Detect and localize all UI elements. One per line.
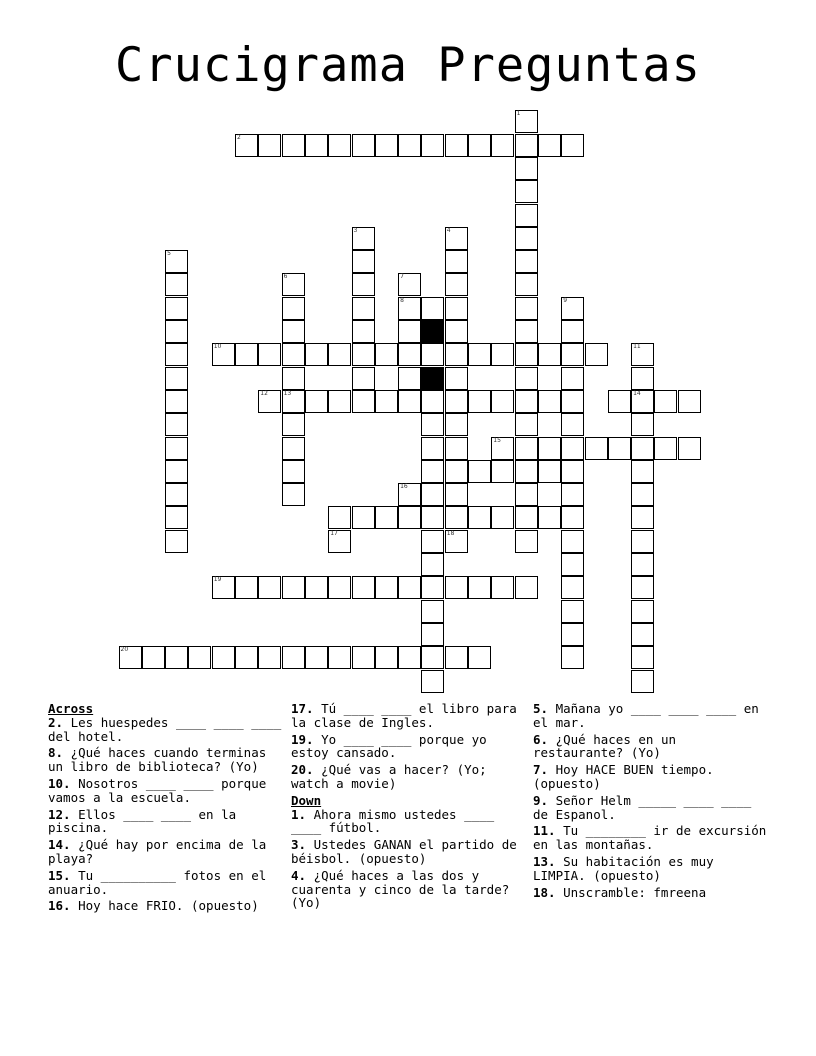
- grid-cell[interactable]: [165, 413, 188, 436]
- grid-cell[interactable]: [561, 134, 584, 157]
- grid-cell[interactable]: [491, 343, 514, 366]
- grid-cell[interactable]: [445, 250, 468, 273]
- grid-cell[interactable]: [421, 297, 444, 320]
- grid-cell[interactable]: [561, 553, 584, 576]
- clue-number: 16: [400, 483, 408, 491]
- grid-cell[interactable]: [398, 320, 421, 343]
- grid-cell[interactable]: [654, 390, 677, 413]
- clue: [533, 794, 768, 822]
- grid-cell[interactable]: [398, 273, 421, 296]
- grid-cell[interactable]: [282, 273, 305, 296]
- clue: [291, 808, 526, 836]
- grid-cell[interactable]: [165, 250, 188, 273]
- clue-text: Nosotros ____ ____ porque vamos a la escuela.: [48, 775, 267, 805]
- clue-number-label: 15.: [48, 867, 71, 883]
- grid-cell[interactable]: [398, 390, 421, 413]
- grid-cell[interactable]: [421, 367, 444, 390]
- clue: [533, 702, 768, 730]
- grid-cell[interactable]: [561, 343, 584, 366]
- clue-number-label: 6.: [533, 731, 549, 747]
- clue-number-label: 20.: [291, 762, 314, 778]
- grid-cell[interactable]: [631, 413, 654, 436]
- grid-cell[interactable]: [352, 320, 375, 343]
- clue-number-label: 16.: [48, 898, 71, 914]
- clue-number-label: 9.: [533, 792, 549, 808]
- grid-cell[interactable]: [445, 506, 468, 529]
- grid-cell[interactable]: [561, 483, 584, 506]
- clue-number-label: 2.: [48, 714, 64, 730]
- grid-cell[interactable]: [421, 460, 444, 483]
- grid-cell[interactable]: [305, 646, 328, 669]
- grid-cell[interactable]: [165, 646, 188, 669]
- grid-cell[interactable]: [515, 506, 538, 529]
- clue: [291, 733, 526, 761]
- clue-text: Ellos ____ ____ en la piscina.: [48, 806, 237, 836]
- grid-cell[interactable]: [165, 483, 188, 506]
- clue-number-label: 18.: [533, 884, 556, 900]
- grid-cell[interactable]: [258, 390, 281, 413]
- grid-cell[interactable]: [631, 600, 654, 623]
- grid-cell[interactable]: [468, 134, 491, 157]
- grid-cell[interactable]: [398, 483, 421, 506]
- clue: [533, 763, 768, 791]
- grid-cell[interactable]: [212, 343, 235, 366]
- grid-cell[interactable]: [352, 367, 375, 390]
- grid-cell[interactable]: [421, 134, 444, 157]
- clue: [48, 899, 283, 913]
- grid-cell[interactable]: [165, 273, 188, 296]
- grid-cell[interactable]: [398, 367, 421, 390]
- clue-number-label: 14.: [48, 837, 71, 853]
- grid-cell[interactable]: [352, 273, 375, 296]
- clue: [48, 838, 283, 866]
- clue-number-label: 1.: [291, 806, 307, 822]
- grid-cell[interactable]: [631, 343, 654, 366]
- grid-cell[interactable]: [445, 134, 468, 157]
- grid-cell[interactable]: [421, 413, 444, 436]
- grid-cell[interactable]: [305, 134, 328, 157]
- grid-cell[interactable]: [631, 483, 654, 506]
- grid-cell[interactable]: [631, 367, 654, 390]
- clue: [291, 702, 526, 730]
- clue-text: Tu ________ ir de excursión en las montañas.: [533, 823, 767, 853]
- clue-number-label: 3.: [291, 837, 307, 853]
- grid-cell[interactable]: [188, 646, 211, 669]
- clue: [533, 886, 768, 900]
- clue-text: ¿Qué haces cuando terminas un libro de biblioteca? (Yo): [48, 745, 267, 775]
- clue: [533, 855, 768, 883]
- grid-cell[interactable]: [375, 390, 398, 413]
- grid-cell[interactable]: [445, 297, 468, 320]
- clue: [48, 777, 283, 805]
- page-title: Crucigrama Preguntas: [115, 38, 701, 93]
- grid-cell[interactable]: [375, 343, 398, 366]
- clue-number-label: 17.: [291, 701, 314, 716]
- grid-cell[interactable]: [421, 506, 444, 529]
- grid-cell[interactable]: [468, 506, 491, 529]
- grid-cell[interactable]: [282, 483, 305, 506]
- clue-text: Señor Helm _____ ____ ____ de Espanol.: [533, 792, 752, 822]
- clue-number: 20: [120, 646, 129, 654]
- grid-cell[interactable]: [421, 623, 444, 646]
- grid-cell[interactable]: [491, 134, 514, 157]
- grid-cell[interactable]: [352, 250, 375, 273]
- grid-cell[interactable]: [515, 227, 538, 250]
- grid-cell[interactable]: [515, 460, 538, 483]
- grid-cell[interactable]: [515, 413, 538, 436]
- grid-cell[interactable]: [421, 437, 444, 460]
- grid-cell[interactable]: [421, 483, 444, 506]
- clue-number-label: 8.: [48, 745, 64, 761]
- grid-cell[interactable]: [352, 297, 375, 320]
- grid-cell[interactable]: [631, 553, 654, 576]
- grid-cell[interactable]: [585, 437, 608, 460]
- clue-number: 3: [353, 226, 358, 234]
- grid-cell[interactable]: [421, 390, 444, 413]
- clues-column-3: [533, 702, 768, 902]
- grid-cell[interactable]: [305, 343, 328, 366]
- grid-cell[interactable]: [515, 367, 538, 390]
- grid-cell[interactable]: [515, 157, 538, 180]
- grid-cell[interactable]: [631, 670, 654, 693]
- clue-number: 6: [283, 273, 288, 281]
- grid-cell[interactable]: [282, 343, 305, 366]
- clue-number: 18: [446, 529, 455, 537]
- grid-cell[interactable]: [282, 297, 305, 320]
- grid-cell[interactable]: [445, 483, 468, 506]
- grid-cell[interactable]: [468, 646, 491, 669]
- clue-number: 2: [237, 133, 241, 141]
- grid-cell[interactable]: [375, 576, 398, 599]
- clue-number: 17: [330, 529, 338, 537]
- clue-number: 7: [400, 273, 404, 281]
- grid-cell[interactable]: [258, 646, 281, 669]
- grid-cell[interactable]: [352, 506, 375, 529]
- grid-cell[interactable]: [631, 576, 654, 599]
- grid-cell[interactable]: [165, 297, 188, 320]
- clue-number-label: 19.: [291, 731, 314, 747]
- clue-text: ¿Qué hay por encima de la playa?: [48, 837, 267, 866]
- grid-cell[interactable]: [352, 343, 375, 366]
- grid-cell[interactable]: [445, 343, 468, 366]
- clue-number: 14: [633, 389, 641, 397]
- grid-cell[interactable]: [165, 530, 188, 553]
- grid-cell[interactable]: [305, 576, 328, 599]
- grid-cell[interactable]: [468, 343, 491, 366]
- grid-cell[interactable]: [515, 437, 538, 460]
- grid-cell[interactable]: [165, 460, 188, 483]
- clue: [291, 838, 526, 866]
- clues-column-2: [291, 702, 526, 913]
- grid-cell[interactable]: [352, 134, 375, 157]
- grid-cell[interactable]: [515, 576, 538, 599]
- grid-cell[interactable]: [445, 390, 468, 413]
- grid-cell[interactable]: [445, 227, 468, 250]
- grid-cell[interactable]: [515, 273, 538, 296]
- clue-text: Yo ____ ____ porque yo estoy cansado.: [291, 731, 487, 761]
- grid-cell[interactable]: [561, 320, 584, 343]
- clue: [533, 733, 768, 761]
- grid-cell[interactable]: [585, 343, 608, 366]
- grid-cell[interactable]: [282, 437, 305, 460]
- clue-text: Unscramble: fmreena: [555, 884, 707, 900]
- grid-cell[interactable]: [398, 297, 421, 320]
- clue-number-label: 12.: [48, 806, 71, 822]
- grid-cell[interactable]: [352, 646, 375, 669]
- grid-cell[interactable]: [445, 530, 468, 553]
- grid-cell[interactable]: [282, 134, 305, 157]
- grid-cell[interactable]: [631, 506, 654, 529]
- grid-cell[interactable]: [235, 343, 258, 366]
- grid-cell[interactable]: [515, 390, 538, 413]
- grid-cell[interactable]: [421, 576, 444, 599]
- grid-cell[interactable]: [352, 227, 375, 250]
- grid-cell[interactable]: [165, 367, 188, 390]
- grid-cell[interactable]: [515, 250, 538, 273]
- grid-cell[interactable]: [491, 506, 514, 529]
- grid-cell[interactable]: [515, 180, 538, 203]
- grid-cell[interactable]: [165, 343, 188, 366]
- grid-cell[interactable]: [165, 320, 188, 343]
- clue-number: 5: [167, 250, 171, 258]
- clue-text: ¿Qué vas a hacer? (Yo; watch a movie): [291, 762, 487, 791]
- grid-cell[interactable]: [258, 134, 281, 157]
- grid-cell[interactable]: [421, 670, 444, 693]
- clue: [48, 869, 283, 897]
- grid-cell[interactable]: [445, 646, 468, 669]
- grid-cell[interactable]: [328, 646, 351, 669]
- clue-number: 13: [283, 389, 292, 397]
- grid-cell[interactable]: [282, 367, 305, 390]
- clue: [291, 869, 526, 910]
- grid-cell[interactable]: [445, 437, 468, 460]
- grid-cell[interactable]: [328, 390, 351, 413]
- clue-number: 10: [213, 343, 222, 351]
- clue-number-label: 10.: [48, 775, 71, 791]
- grid-cell[interactable]: [515, 134, 538, 157]
- grid-cell[interactable]: [515, 343, 538, 366]
- clue: [48, 746, 283, 774]
- grid-cell[interactable]: [235, 134, 258, 157]
- grid-cell[interactable]: [165, 437, 188, 460]
- grid-cell[interactable]: [515, 530, 538, 553]
- grid-cell[interactable]: [352, 576, 375, 599]
- grid-cell[interactable]: [282, 646, 305, 669]
- grid-cell[interactable]: [631, 623, 654, 646]
- section-heading: Down: [291, 792, 322, 808]
- clue-number-label: 13.: [533, 853, 556, 869]
- grid-cell[interactable]: [491, 437, 514, 460]
- grid-cell[interactable]: [352, 390, 375, 413]
- clue-text: Mañana yo ____ ____ ____ en el mar.: [533, 701, 759, 730]
- grid-cell[interactable]: [561, 413, 584, 436]
- grid-cell[interactable]: [421, 343, 444, 366]
- grid-cell[interactable]: [515, 110, 538, 133]
- black-square: [421, 320, 444, 343]
- grid-cell[interactable]: [445, 320, 468, 343]
- grid-cell[interactable]: [608, 390, 631, 413]
- grid-cell[interactable]: [561, 506, 584, 529]
- clue-text: Hoy hace FRIO. (opuesto): [70, 898, 259, 914]
- clue-number-label: 4.: [291, 867, 307, 883]
- grid-cell[interactable]: [165, 390, 188, 413]
- section-heading: Across: [48, 701, 94, 716]
- grid-cell[interactable]: [328, 506, 351, 529]
- grid-cell[interactable]: [561, 530, 584, 553]
- grid-cell[interactable]: [165, 506, 188, 529]
- grid-cell[interactable]: [491, 576, 514, 599]
- grid-cell[interactable]: [515, 204, 538, 227]
- grid-cell[interactable]: [468, 390, 491, 413]
- grid-cell[interactable]: [468, 460, 491, 483]
- grid-cell[interactable]: [375, 646, 398, 669]
- grid-cell[interactable]: [515, 297, 538, 320]
- grid-cell[interactable]: [538, 343, 561, 366]
- grid-cell[interactable]: [421, 553, 444, 576]
- grid-cell[interactable]: [631, 390, 654, 413]
- clue-number: 11: [633, 343, 641, 351]
- clues-column-1: [48, 702, 283, 916]
- grid-cell[interactable]: [654, 437, 677, 460]
- clue-number: 19: [213, 576, 222, 584]
- grid-cell[interactable]: [468, 576, 491, 599]
- grid-cell[interactable]: [631, 646, 654, 669]
- grid-cell[interactable]: [631, 460, 654, 483]
- grid-cell[interactable]: [561, 623, 584, 646]
- grid-cell[interactable]: [282, 413, 305, 436]
- grid-cell[interactable]: [421, 530, 444, 553]
- grid-cell[interactable]: [631, 530, 654, 553]
- grid-cell[interactable]: [375, 134, 398, 157]
- clue-number-label: 7.: [533, 762, 549, 778]
- grid-cell[interactable]: [328, 530, 351, 553]
- grid-cell[interactable]: [398, 343, 421, 366]
- grid-cell[interactable]: [328, 134, 351, 157]
- grid-cell[interactable]: [328, 343, 351, 366]
- clue-text: Tú ____ ____ el libro para la clase de Ingles.: [291, 701, 517, 730]
- grid-cell[interactable]: [258, 576, 281, 599]
- grid-cell[interactable]: [538, 460, 561, 483]
- grid-cell[interactable]: [421, 646, 444, 669]
- grid-cell[interactable]: [491, 390, 514, 413]
- grid-cell[interactable]: [538, 437, 561, 460]
- grid-cell[interactable]: [398, 576, 421, 599]
- grid-cell[interactable]: [235, 576, 258, 599]
- grid-cell[interactable]: [561, 460, 584, 483]
- grid-cell[interactable]: [678, 390, 701, 413]
- clue-text: Su habitación es muy LIMPIA. (opuesto): [533, 853, 714, 883]
- clue-number: 15: [493, 436, 501, 444]
- clue-text: Les huespedes ____ ____ ____ del hotel.: [48, 714, 282, 744]
- grid-cell[interactable]: [678, 437, 701, 460]
- grid-cell[interactable]: [305, 390, 328, 413]
- clue-number: 12: [260, 389, 268, 397]
- clue-text: ¿Qué haces a las dos y cuarenta y cinco de la tarde? (Yo): [291, 867, 510, 911]
- clue-text: ¿Qué haces en un restaurante? (Yo): [533, 731, 676, 761]
- clue-text: Hoy HACE BUEN tiempo. (opuesto): [533, 762, 714, 791]
- grid-cell[interactable]: [561, 297, 584, 320]
- grid-cell[interactable]: [235, 646, 258, 669]
- grid-cell[interactable]: [142, 646, 165, 669]
- grid-cell[interactable]: [561, 600, 584, 623]
- grid-cell[interactable]: [282, 320, 305, 343]
- grid-cell[interactable]: [212, 646, 235, 669]
- clue: [291, 763, 526, 791]
- grid-cell[interactable]: [491, 460, 514, 483]
- grid-cell[interactable]: [282, 576, 305, 599]
- grid-cell[interactable]: [398, 506, 421, 529]
- clue-number: 4: [446, 226, 451, 234]
- grid-cell[interactable]: [538, 134, 561, 157]
- grid-cell[interactable]: [328, 576, 351, 599]
- grid-cell[interactable]: [445, 367, 468, 390]
- grid-cell[interactable]: [212, 576, 235, 599]
- grid-cell[interactable]: [375, 506, 398, 529]
- clue-number-label: 5.: [533, 701, 549, 716]
- grid-cell[interactable]: [561, 390, 584, 413]
- grid-cell[interactable]: [561, 646, 584, 669]
- grid-cell[interactable]: [445, 460, 468, 483]
- clue-number: 1: [516, 110, 521, 118]
- clue-number: 8: [400, 296, 404, 304]
- grid-cell[interactable]: [631, 437, 654, 460]
- clue-number-label: 11.: [533, 823, 556, 839]
- grid-cell[interactable]: [398, 134, 421, 157]
- grid-cell[interactable]: [538, 506, 561, 529]
- clue: [48, 716, 283, 744]
- grid-cell[interactable]: [445, 273, 468, 296]
- grid-cell[interactable]: [515, 320, 538, 343]
- grid-cell[interactable]: [515, 483, 538, 506]
- clue: [533, 824, 768, 852]
- grid-cell[interactable]: [398, 646, 421, 669]
- grid-cell[interactable]: [561, 576, 584, 599]
- grid-cell[interactable]: [282, 460, 305, 483]
- clue-text: Ustedes GANAN el partido de béisbol. (opuesto): [291, 837, 517, 866]
- clue: [48, 808, 283, 836]
- grid-cell[interactable]: [561, 367, 584, 390]
- grid-cell[interactable]: [445, 576, 468, 599]
- grid-cell[interactable]: [421, 600, 444, 623]
- clue-number: 9: [563, 296, 568, 304]
- grid-cell[interactable]: [445, 413, 468, 436]
- grid-cell[interactable]: [561, 437, 584, 460]
- grid-cell[interactable]: [282, 390, 305, 413]
- grid-cell[interactable]: [538, 390, 561, 413]
- clue-text: Tu __________ fotos en el anuario.: [48, 867, 267, 897]
- grid-cell[interactable]: [608, 437, 631, 460]
- grid-cell[interactable]: [258, 343, 281, 366]
- clue-text: Ahora mismo ustedes ____ ____ fútbol.: [291, 806, 495, 836]
- grid-cell[interactable]: [119, 646, 142, 669]
